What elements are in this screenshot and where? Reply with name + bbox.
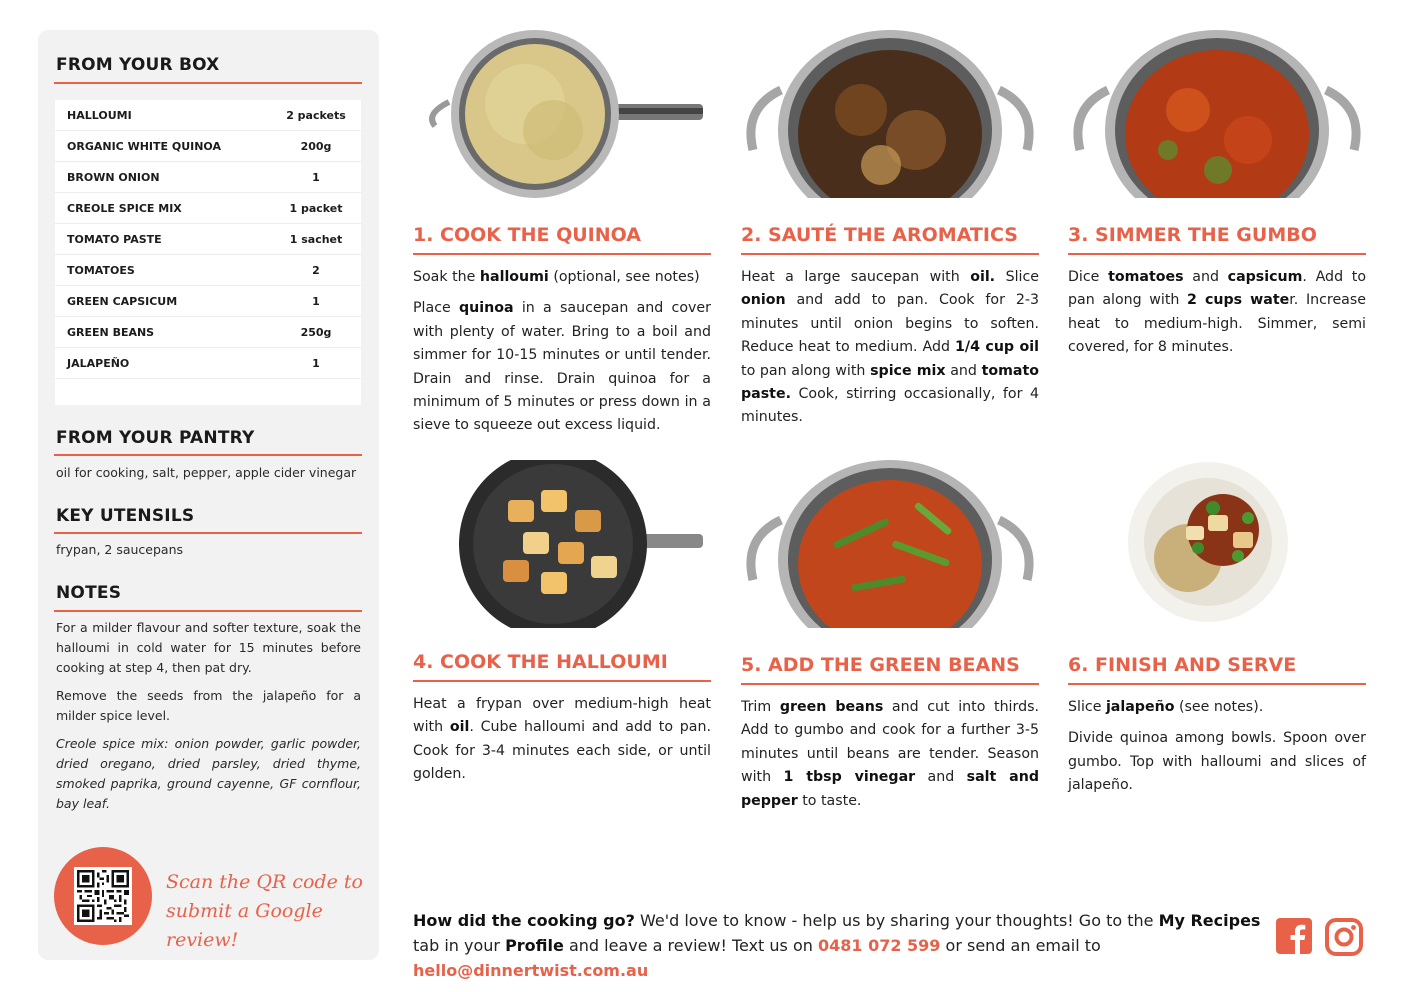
ingredient-qty: 1	[312, 170, 320, 184]
footer-text: and leave a review! Text us on	[563, 936, 818, 955]
step-instructions	[413, 266, 711, 446]
instruction-paragraph: Dice tomatoes and capsicum. Add to pan along with 2 cups water. Increase heat to medium-high. Simmer, semi covered, for 8 minutes.	[1068, 269, 1367, 356]
ingredient-qty: 2	[312, 263, 320, 277]
step-title: 5. ADD THE GREEN BEANS	[741, 654, 1020, 676]
table-row	[55, 131, 361, 162]
step-instructions	[741, 696, 1039, 821]
halloumi-frypan-image	[413, 460, 711, 628]
notes-heading: NOTES	[56, 583, 122, 603]
divider	[413, 253, 711, 255]
instruction-paragraph: Heat a frypan over medium-high heat with oil. Cube halloumi and add to pan. Cook for 3-4 minutes each side, or until golden.	[413, 696, 711, 783]
note-3: Creole spice mix: onion powder, garlic powder, dried oregano, dried parsley, dried thyme, smoked paprika, ground cayenne, GF cornflour, bay leaf.	[56, 736, 361, 811]
feedback-footer	[413, 908, 1263, 983]
step-title: 1. COOK THE QUINOA	[413, 224, 641, 246]
step-title: 4. COOK THE HALLOUMI	[413, 651, 668, 673]
ingredient-qty: 1 packet	[289, 201, 343, 215]
footer-lead: How did the cooking go?	[413, 911, 635, 930]
instruction-paragraph: Soak the halloumi (optional, see notes)	[413, 269, 700, 285]
pantry-text: oil for cooking, salt, pepper, apple cider vinegar	[56, 465, 357, 480]
ingredient-name: BROWN ONION	[67, 170, 160, 184]
note-1: For a milder flavour and softer texture, soak the halloumi in cold water for 15 minutes before cooking at step 4, then pat dry.	[56, 620, 361, 675]
ingredients-sidebar	[38, 30, 379, 960]
aromatics-pot-image	[741, 30, 1039, 198]
step-instructions	[741, 266, 1039, 438]
divider	[54, 454, 362, 456]
email-link[interactable]: hello@dinnertwist.com.au	[413, 961, 649, 980]
table-row	[55, 255, 361, 286]
footer-text: or send an email to	[940, 936, 1101, 955]
table-row	[55, 286, 361, 317]
ingredient-name: JALAPEÑO	[67, 356, 130, 370]
table-row	[55, 348, 361, 379]
divider	[741, 253, 1039, 255]
divider	[54, 532, 362, 534]
finished-bowl-image	[1068, 460, 1366, 628]
utensils-text: frypan, 2 saucepans	[56, 542, 184, 557]
table-row	[55, 224, 361, 255]
ingredient-name: TOMATO PASTE	[67, 232, 162, 246]
step-instructions	[1068, 266, 1366, 368]
divider	[1068, 683, 1366, 685]
divider	[413, 680, 711, 682]
step-title: 2. SAUTÉ THE AROMATICS	[741, 224, 1018, 246]
instruction-paragraph: Trim green beans and cut into thirds. Add to gumbo and cook for a further 3-5 minutes until beans are tender. Season with 1 tbsp vinegar and salt and pepper to taste.	[741, 699, 1039, 809]
divider	[54, 82, 362, 84]
phone-link[interactable]: 0481 072 599	[817, 936, 941, 955]
ingredient-qty: 200g	[300, 139, 332, 153]
box-ingredients-table	[55, 100, 361, 405]
step-title: 6. FINISH AND SERVE	[1068, 654, 1297, 676]
my-recipes-link[interactable]: My Recipes	[1158, 911, 1261, 930]
instruction-paragraph: Divide quinoa among bowls. Spoon over gumbo. Top with halloumi and slices of jalapeño.	[1068, 730, 1366, 794]
qr-code-icon[interactable]	[74, 867, 132, 925]
facebook-icon[interactable]	[1276, 918, 1314, 956]
footer-text: tab in your	[413, 936, 506, 955]
divider	[1068, 253, 1366, 255]
divider	[54, 610, 362, 612]
step-title: 3. SIMMER THE GUMBO	[1068, 224, 1317, 246]
ingredient-name: CREOLE SPICE MIX	[67, 201, 182, 215]
step-instructions	[1068, 696, 1366, 806]
gumbo-pot-image	[1068, 30, 1366, 198]
qr-cta-text: Scan the QR code to submit a Google review!	[166, 871, 363, 951]
ingredient-name: GREEN BEANS	[67, 325, 155, 339]
table-row	[55, 100, 361, 131]
ingredient-name: HALLOUMI	[67, 108, 132, 122]
ingredient-qty: 250g	[300, 325, 332, 339]
utensils-heading: KEY UTENSILS	[56, 506, 195, 526]
ingredient-qty: 2 packets	[286, 108, 346, 122]
pantry-heading: FROM YOUR PANTRY	[56, 428, 255, 448]
instagram-icon[interactable]	[1325, 918, 1363, 956]
ingredient-qty: 1 sachet	[289, 232, 343, 246]
divider	[741, 683, 1039, 685]
footer-text: We'd love to know - help us by sharing your thoughts! Go to the	[634, 911, 1159, 930]
quinoa-pot-image	[413, 30, 711, 198]
note-2: Remove the seeds from the jalapeño for a milder spice level.	[56, 688, 361, 723]
ingredient-name: TOMATOES	[67, 263, 135, 277]
table-row	[55, 193, 361, 224]
box-heading: FROM YOUR BOX	[56, 55, 220, 75]
qr-badge	[54, 847, 152, 945]
ingredient-name: GREEN CAPSICUM	[67, 294, 178, 308]
ingredient-qty: 1	[312, 356, 320, 370]
instruction-paragraph: Slice jalapeño (see notes).	[1068, 699, 1264, 715]
instruction-paragraph: Place quinoa in a saucepan and cover with plenty of water. Bring to a boil and simmer for 10-15 minutes or until tender. Drain and rinse. Drain quinoa for a minimum of 5 minutes or press down in a sieve to squeeze out excess liquid.	[413, 300, 711, 434]
instruction-paragraph: Heat a large saucepan with oil. Slice onion and add to pan. Cook for 2-3 minutes until onion begins to soften. Reduce heat to medium. Add 1/4 cup oil to pan along with spice mix and tomato paste. Cook, stirring occasionally, for 4 minutes.	[741, 269, 1040, 426]
ingredient-qty: 1	[312, 294, 320, 308]
green-beans-pot-image	[741, 460, 1039, 628]
table-row	[55, 317, 361, 348]
ingredient-name: ORGANIC WHITE QUINOA	[67, 139, 221, 153]
step-instructions	[413, 693, 711, 795]
profile-link[interactable]: Profile	[505, 936, 564, 955]
table-row	[55, 162, 361, 193]
